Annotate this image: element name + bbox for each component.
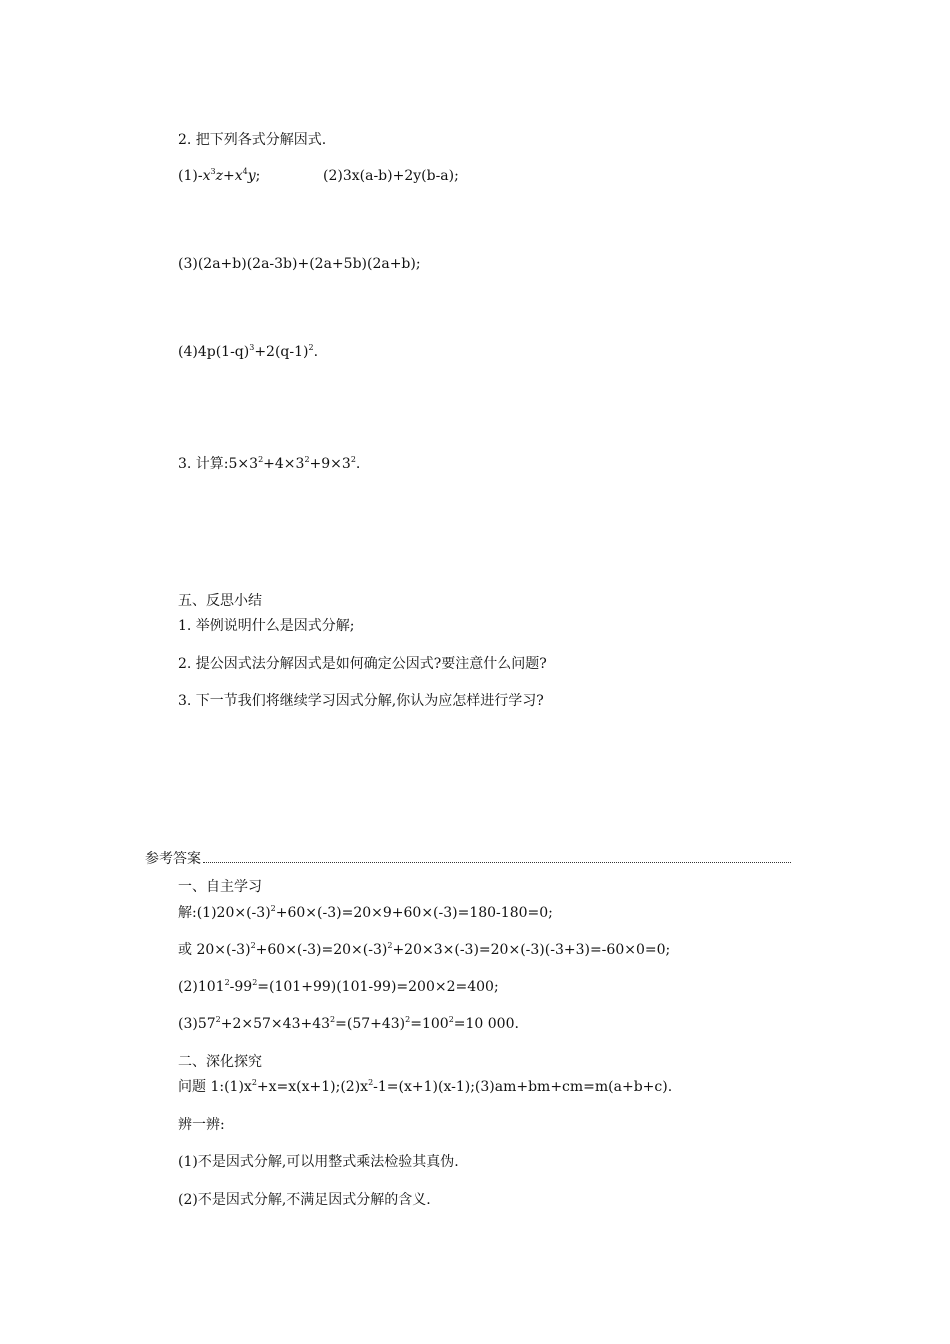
reflection-heading: 五、反思小结 bbox=[178, 593, 262, 609]
bian-heading: 辨一辨: bbox=[178, 1117, 225, 1133]
question-1-answer: 问题 $1:(1)x^2+x=x(x+1);(2)x^2-1=(x+1)(x-1);(3)am+bm+cm=m(a+b+c)$. bbox=[178, 1078, 673, 1095]
answers-section-2-heading: 二、深化探究 bbox=[178, 1054, 262, 1070]
answers-title-row bbox=[145, 849, 791, 867]
q3-calculation: 3. 计算$:5\times 3^2+4\times 3^2+9\times 3^2$. bbox=[178, 455, 361, 472]
answer-line-1: 解$:(1)20\times(-3)^2+60\times(-3)=20\times 9+60\times(-3)=180-180=0$; bbox=[178, 904, 553, 921]
answers-title: 参考答案 bbox=[145, 851, 201, 867]
q2-item-2: (2)3x(a-b)+2y(b-a); bbox=[323, 168, 459, 184]
q2-item-3: (3)(2a+b)(2a-3b)+(2a+5b)(2a+b); bbox=[178, 256, 421, 272]
answer-line-4: $(3)57^2+2\times 57\times 43+43^2=(57+43)^2=100^2=10$ 000. bbox=[178, 1015, 519, 1032]
reflection-item-1: 1. 举例说明什么是因式分解; bbox=[178, 618, 355, 634]
bian-item-1: (1)不是因式分解,可以用整式乘法检验其真伪. bbox=[178, 1154, 459, 1170]
bian-item-2: (2)不是因式分解,不满足因式分解的含义. bbox=[178, 1192, 431, 1208]
q2-item-1: $(1)-x^3z+x^4y$; bbox=[178, 167, 261, 184]
answers-section-1-heading: 一、自主学习 bbox=[178, 879, 262, 895]
q2-item-4: $(4)4p(1-q)^3+2(q-1)^2$. bbox=[178, 343, 319, 360]
reflection-item-3: 3. 下一节我们将继续学习因式分解,你认为应怎样进行学习? bbox=[178, 693, 544, 709]
reflection-item-2: 2. 提公因式法分解因式是如何确定公因式?要注意什么问题? bbox=[178, 656, 547, 672]
answer-line-2: 或 $20\times(-3)^2+60\times(-3)=20\times(-3)^2+20\times 3\times(-3)=20\times(-3)(-3+3)=-60\times 0=0$; bbox=[178, 941, 671, 958]
q2-title: 2. 把下列各式分解因式. bbox=[178, 132, 327, 148]
answer-line-3: $(2)101^2-99^2=(101+99)(101-99)=200\times 2=400$; bbox=[178, 978, 499, 995]
dotted-rule bbox=[203, 862, 791, 863]
